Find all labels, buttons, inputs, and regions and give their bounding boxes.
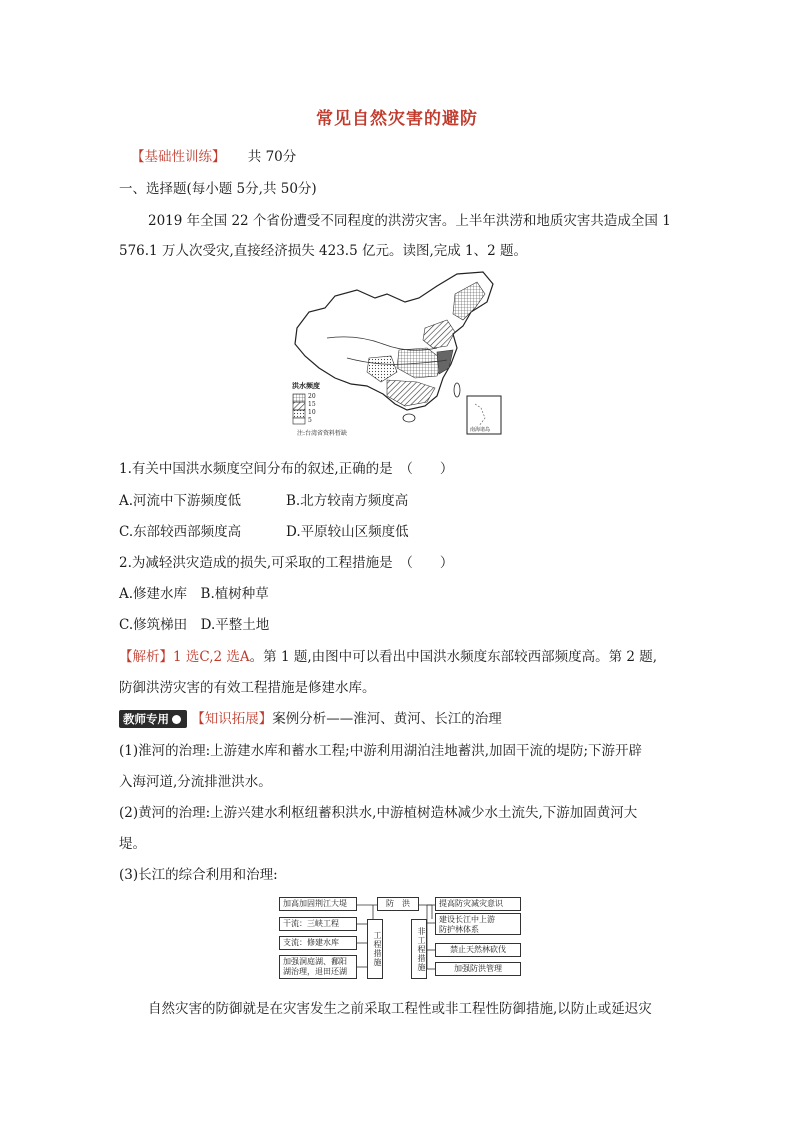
flood-frequency-map — [287, 268, 507, 438]
extension-header — [119, 707, 502, 728]
fc-engineering-box: 工程措施 — [367, 919, 383, 979]
huai-river-line-1: (1)淮河的治理:上游建水库和蓄水工程;中游利用湖泊洼地蓄洪,加固干流的堤防;下游开辟 — [119, 743, 643, 759]
analysis-tag: 【解析】 — [119, 649, 173, 665]
fc-left-box: 加高加固荆江大堤 — [279, 897, 357, 911]
fc-right-box: 加强防洪管理 — [435, 962, 521, 976]
extension-tag: 【知识拓展】 — [191, 711, 273, 727]
question-2-stem: 2.为减轻洪灾造成的损失,可采取的工程措施是 （ ） — [119, 555, 454, 571]
analysis-text: 。第 1 题,由图中可以看出中国洪水频度东部较西部频度高。第 2 题, — [249, 649, 658, 665]
legend-value: 10 — [308, 409, 316, 416]
intro-line-2: 576.1 万人次受灾,直接经济损失 423.5 亿元。读图,完成 1、2 题。 — [119, 243, 528, 259]
huai-river-line-2: 入海河道,分流排泄洪水。 — [119, 774, 272, 790]
yangtze-flowchart — [277, 893, 523, 983]
q1-option-c: C.东部较西部频度高 — [119, 524, 242, 540]
part-heading: 一、选择题(每小题 5分,共 50分) — [119, 181, 317, 197]
map-legend-title: 洪水频度 — [292, 381, 320, 390]
fc-left-box-multiline: 加强洞庭湖、鄱阳 湖治理，退田还湖 — [279, 955, 357, 979]
page-title: 常见自然灾害的避防 — [316, 109, 478, 129]
legend-value: 5 — [308, 417, 312, 424]
analysis-answer: 1 选C,2 选A — [173, 649, 250, 665]
q2-options-cd: C.修筑梯田 D.平整土地 — [119, 617, 270, 633]
fc-non-engineering-box: 非工程措施 — [411, 919, 427, 979]
badge-dot-icon — [172, 715, 181, 724]
fc-left-box: 支流：修建水库 — [279, 936, 357, 950]
fc-right-box-multiline: 建设长江中上游 防护林体系 — [435, 913, 521, 935]
map-legend-values — [308, 393, 316, 425]
yangtze-heading: (3)长江的综合利用和治理: — [119, 867, 278, 883]
intro-line-1: 2019 年全国 22 个省份遭受不同程度的洪涝灾害。上半年洪涝和地质灾害共造成全国 1 — [148, 213, 671, 229]
extension-heading: 案例分析——淮河、黄河、长江的治理 — [272, 711, 502, 727]
q2-options-ab: A.修建水库 B.植树种草 — [119, 586, 269, 602]
fc-right-box: 禁止天然林砍伐 — [435, 943, 521, 957]
question-1-stem: 1.有关中国洪水频度空间分布的叙述,正确的是 （ ） — [119, 461, 454, 477]
inset-label: 南海诸岛 — [470, 427, 491, 433]
q1-option-a: A.河流中下游频度低 — [119, 493, 242, 509]
section-score: 共 70分 — [247, 149, 297, 165]
teacher-only-badge: 教师专用 — [119, 710, 187, 728]
section-tag: 【基础性训练】 — [131, 149, 226, 165]
section-header — [131, 145, 296, 165]
zone-coast — [437, 350, 453, 374]
analysis-line-1 — [119, 645, 657, 665]
map-note: 注:台湾省资料暂缺 — [297, 430, 348, 437]
legend-value: 15 — [308, 401, 316, 408]
yellow-river-line-2: 堤。 — [119, 836, 146, 852]
fc-center-box: 防 洪 — [377, 897, 419, 911]
china-map-figure — [287, 268, 507, 438]
fc-right-box: 提高防灾减灾意识 — [435, 897, 521, 911]
closing-paragraph: 自然灾害的防御就是在灾害发生之前采取工程性或非工程性防御措施,以防止或延迟灾 — [148, 1001, 652, 1017]
q1-option-d: D.平原较山区频度低 — [286, 524, 409, 540]
analysis-line-2: 防御洪涝灾害的有效工程措施是修建水库。 — [119, 680, 376, 696]
yellow-river-line-1: (2)黄河的治理:上游兴建水利枢纽蓄积洪水,中游植树造林减少水土流失,下游加固黄河大 — [119, 805, 638, 821]
legend-value: 20 — [308, 393, 316, 400]
q1-option-b: B.北方较南方频度高 — [286, 493, 409, 509]
fc-left-box: 干流：三峡工程 — [279, 917, 357, 931]
